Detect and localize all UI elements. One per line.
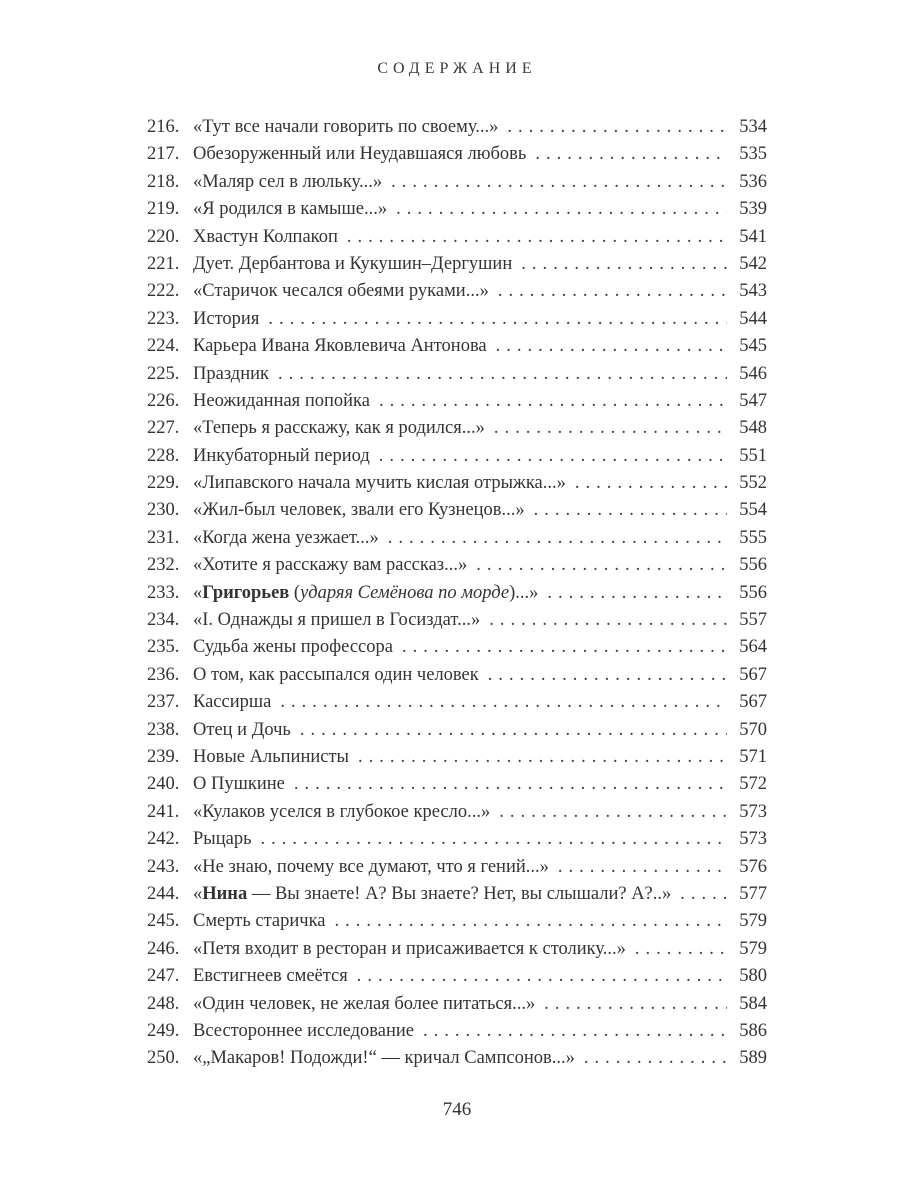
toc-dot-leader <box>547 580 727 607</box>
toc-entry-number: 235. <box>147 637 180 658</box>
toc-entry-number: 247. <box>147 966 180 987</box>
toc-entry-number: 227. <box>147 418 180 439</box>
toc-entry-title: История <box>193 308 260 329</box>
toc-row <box>147 224 767 251</box>
toc-dot-leader <box>294 771 727 798</box>
toc-entry-page: 571 <box>739 746 767 767</box>
toc-entry-number: 246. <box>147 938 180 959</box>
toc-row <box>147 607 767 634</box>
toc-entry-page: 564 <box>739 637 767 658</box>
toc-entry-number: 237. <box>147 692 180 713</box>
toc-entry-page: 543 <box>739 281 767 302</box>
toc-dot-leader <box>476 552 727 579</box>
toc-dot-leader <box>575 470 727 497</box>
toc-dot-leader <box>680 881 727 908</box>
toc-entry-title: «Хотите я расскажу вам рассказ...» <box>193 555 468 576</box>
toc-entry-number: 228. <box>147 445 180 466</box>
toc-entry-number: 226. <box>147 390 180 411</box>
toc-entry-number: 231. <box>147 527 180 548</box>
toc-dot-leader <box>300 717 727 744</box>
toc-entry-title: О Пушкине <box>193 774 285 795</box>
toc-entry-title: Дует. Дербантова и Кукушин–Дергушин <box>193 253 513 274</box>
toc-entry-title: Праздник <box>193 363 269 384</box>
toc-row <box>147 333 767 360</box>
toc-row <box>147 169 767 196</box>
toc-row <box>147 634 767 661</box>
toc-entry-number: 229. <box>147 473 180 494</box>
toc-entry-page: 547 <box>739 390 767 411</box>
toc-dot-leader <box>391 169 727 196</box>
toc-row <box>147 278 767 305</box>
toc-entry-page: 552 <box>739 473 767 494</box>
toc-entry-page: 577 <box>739 883 767 904</box>
toc-dot-leader <box>278 361 727 388</box>
toc-entry-number: 239. <box>147 746 180 767</box>
toc-entry-number: 248. <box>147 993 180 1014</box>
toc-entry-page: 567 <box>739 692 767 713</box>
toc-entry-number: 218. <box>147 171 180 192</box>
toc-entry-page: 555 <box>739 527 767 548</box>
toc-entry-page: 584 <box>739 993 767 1014</box>
toc-entry-title: «Тут все начали говорить по своему...» <box>193 117 499 137</box>
toc-entry-page: 544 <box>739 308 767 329</box>
toc-row <box>147 826 767 853</box>
toc-entry-title: «„Макаров! Подожди!“ — кричал Сампсонов...» <box>193 1048 575 1069</box>
toc-dot-leader <box>558 854 727 881</box>
toc-row <box>147 196 767 223</box>
toc-row <box>147 415 767 442</box>
toc-entry-title: «Петя входит в ресторан и присаживается к столику...» <box>193 938 626 959</box>
toc-entry-page: 572 <box>739 774 767 795</box>
toc-entry-title: Кассирша <box>193 692 272 713</box>
toc-entry-number: 250. <box>147 1048 180 1069</box>
toc-entry-title: Обезоруженный или Неудавшаяся любовь <box>193 144 527 165</box>
toc-row <box>147 717 767 744</box>
toc-entry-title: «Один человек, не желая более питаться...» <box>193 993 536 1014</box>
toc-entry-title: Евстигнеев смеётся <box>193 966 348 987</box>
toc-dot-leader <box>402 634 727 661</box>
toc-entry-title: Неожиданная попойка <box>193 390 370 411</box>
toc-entry-page: 546 <box>739 363 767 384</box>
toc-row <box>147 771 767 798</box>
toc-entry-title: Новые Альпинисты <box>193 746 349 767</box>
toc-entry-title: Карьера Ивана Яковлевича Антонова <box>193 336 487 357</box>
toc-dot-leader <box>534 497 727 524</box>
toc-dot-leader <box>357 963 727 990</box>
toc-dot-leader <box>347 224 727 251</box>
toc-row <box>147 799 767 826</box>
toc-dot-leader <box>635 936 727 963</box>
toc-entry-title: «Григорьев (ударяя Семёнова по морде)...» <box>193 582 539 603</box>
toc-entry-number: 225. <box>147 363 180 384</box>
toc-row <box>147 689 767 716</box>
toc-row <box>147 141 767 168</box>
toc-entry-page: 576 <box>739 856 767 877</box>
toc-entry-number: 245. <box>147 911 180 932</box>
toc-row <box>147 908 767 935</box>
toc-entry-number: 240. <box>147 774 180 795</box>
toc-entry-number: 223. <box>147 308 180 329</box>
contents-heading: СОДЕРЖАНИЕ <box>377 60 537 77</box>
toc-entry-number: 242. <box>147 829 180 850</box>
toc-row <box>147 114 767 141</box>
toc-entry-title: «Когда жена уезжает...» <box>193 527 379 548</box>
toc-entry-page: 570 <box>739 719 767 740</box>
toc-row <box>147 525 767 552</box>
toc-entry-title: «Старичок чесался обеями руками...» <box>193 281 489 302</box>
toc-row <box>147 1018 767 1045</box>
toc-dot-leader <box>494 415 727 442</box>
toc-entry-number: 219. <box>147 199 180 220</box>
toc-entry-page: 545 <box>739 336 767 357</box>
toc-dot-leader <box>280 689 727 716</box>
toc-entry-title: «Не знаю, почему все думают, что я гений...» <box>193 856 549 877</box>
toc-entry-title: «Липавского начала мучить кислая отрыжка...» <box>193 473 566 494</box>
toc-row <box>147 580 767 607</box>
toc-entry-title: Всестороннее исследование <box>193 1020 414 1041</box>
toc-entry-page: 535 <box>739 144 767 165</box>
toc-entry-page: 556 <box>739 555 767 576</box>
toc-entry-page: 541 <box>739 226 767 247</box>
toc-entry-title: «Маляр сел в люльку...» <box>193 171 383 192</box>
toc-entry-page: 542 <box>739 253 767 274</box>
toc-entry-number: 241. <box>147 801 180 822</box>
toc-entry-number: 216. <box>147 117 180 137</box>
toc-entry-number: 238. <box>147 719 180 740</box>
toc-row <box>147 470 767 497</box>
page-number: 746 <box>442 1098 472 1120</box>
toc-entry-page: 556 <box>739 582 767 603</box>
toc-row <box>147 306 767 333</box>
toc-dot-leader <box>379 443 727 470</box>
toc-entry-number: 230. <box>147 500 180 521</box>
toc-entry-title: О том, как рассыпался один человек <box>193 664 479 685</box>
toc-row <box>147 388 767 415</box>
toc-entry-title: Судьба жены профессора <box>193 637 393 658</box>
toc-row <box>147 881 767 908</box>
toc-entry-page: 589 <box>739 1048 767 1069</box>
toc-row <box>147 552 767 579</box>
toc-dot-leader <box>379 388 727 415</box>
toc-row <box>147 361 767 388</box>
toc-entry-page: 534 <box>739 117 767 137</box>
toc-entry-page: 557 <box>739 610 767 631</box>
table-of-contents <box>147 114 767 1073</box>
toc-entry-number: 236. <box>147 664 180 685</box>
toc-dot-leader <box>261 826 727 853</box>
toc-entry-title: Отец и Дочь <box>193 719 291 740</box>
toc-dot-leader <box>488 662 727 689</box>
toc-dot-leader <box>358 744 727 771</box>
toc-entry-page: 580 <box>739 966 767 987</box>
toc-dot-leader <box>496 333 727 360</box>
toc-entry-number: 224. <box>147 336 180 357</box>
toc-row <box>147 497 767 524</box>
toc-row <box>147 443 767 470</box>
toc-entry-title: Хвастун Колпакоп <box>193 226 338 247</box>
toc-dot-leader <box>499 799 727 826</box>
toc-dot-leader <box>507 114 727 141</box>
toc-dot-leader <box>396 196 727 223</box>
toc-row <box>147 744 767 771</box>
toc-entry-title: «I. Однажды я пришел в Госиздат...» <box>193 610 481 631</box>
toc-entry-page: 548 <box>739 418 767 439</box>
toc-row <box>147 854 767 881</box>
toc-row <box>147 662 767 689</box>
toc-entry-page: 573 <box>739 829 767 850</box>
toc-entry-title: Смерть старичка <box>193 911 326 932</box>
toc-entry-page: 567 <box>739 664 767 685</box>
toc-entry-page: 554 <box>739 500 767 521</box>
toc-entry-number: 243. <box>147 856 180 877</box>
toc-entry-page: 551 <box>739 445 767 466</box>
toc-entry-number: 222. <box>147 281 180 302</box>
toc-dot-leader <box>388 525 727 552</box>
toc-dot-leader <box>489 607 727 634</box>
toc-entry-title: «Теперь я расскажу, как я родился...» <box>193 418 485 439</box>
toc-entry-page: 579 <box>739 938 767 959</box>
toc-entry-number: 220. <box>147 226 180 247</box>
toc-dot-leader <box>498 278 727 305</box>
toc-entry-title: Рыцарь <box>193 829 252 850</box>
toc-entry-page: 573 <box>739 801 767 822</box>
toc-entry-number: 233. <box>147 582 180 603</box>
toc-entry-number: 232. <box>147 555 180 576</box>
toc-entry-title: Инкубаторный период <box>193 445 370 466</box>
toc-entry-title: «Нина — Вы знаете! А? Вы знаете? Нет, вы слышали? А?..» <box>193 883 672 904</box>
toc-dot-leader <box>544 991 727 1018</box>
toc-dot-leader <box>535 141 727 168</box>
toc-entry-page: 586 <box>739 1020 767 1041</box>
toc-entry-number: 249. <box>147 1020 180 1041</box>
toc-dot-leader <box>268 306 727 333</box>
toc-entry-number: 244. <box>147 883 180 904</box>
toc-entry-title: «Кулаков уселся в глубокое кресло...» <box>193 801 491 822</box>
toc-dot-leader <box>521 251 727 278</box>
toc-entry-title: «Я родился в камыше...» <box>193 199 388 220</box>
toc-entry-number: 221. <box>147 253 180 274</box>
toc-dot-leader <box>423 1018 727 1045</box>
toc-entry-page: 579 <box>739 911 767 932</box>
toc-row <box>147 991 767 1018</box>
toc-row <box>147 936 767 963</box>
toc-entry-number: 234. <box>147 610 180 631</box>
toc-entry-title: «Жил-был человек, звали его Кузнецов...» <box>193 500 525 521</box>
toc-row <box>147 963 767 990</box>
toc-row <box>147 1045 767 1072</box>
toc-dot-leader <box>335 908 727 935</box>
toc-entry-page: 539 <box>739 199 767 220</box>
toc-entry-number: 217. <box>147 144 180 165</box>
toc-dot-leader <box>584 1045 727 1072</box>
toc-entry-page: 536 <box>739 171 767 192</box>
toc-row <box>147 251 767 278</box>
